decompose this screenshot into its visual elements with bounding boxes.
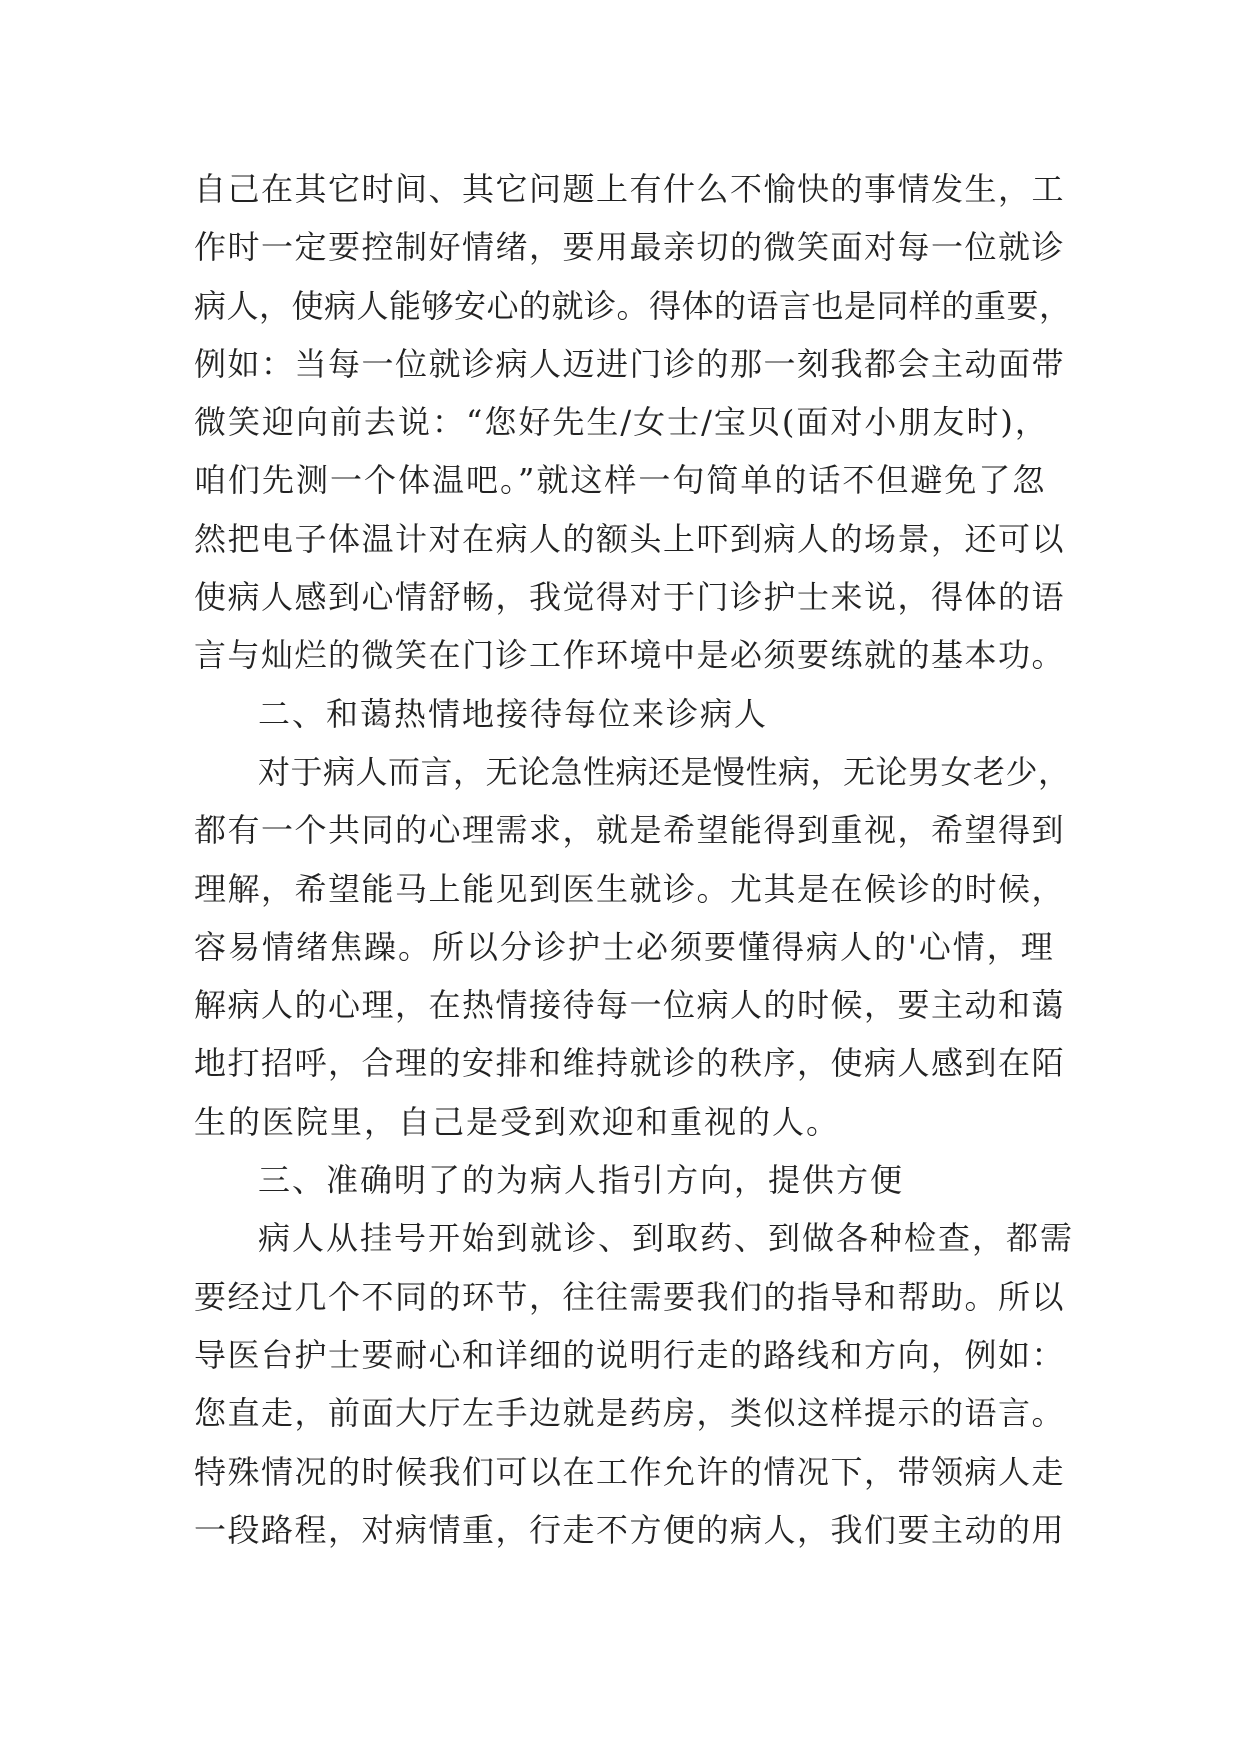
text-line: 病人，使病人能够安心的就诊。得体的语言也是同样的重要， — [194, 286, 1072, 325]
text-line: 微笑迎向前去说：“您好先生/女士/宝贝(面对小朋友时)， — [194, 403, 1049, 442]
text-line: 一段路程，对病情重，行走不方便的病人，我们要主动的用 — [194, 1510, 1066, 1549]
paragraph-start-line: 病人从挂号开始到就诊、到取药、到做各种检查，都需 — [258, 1219, 1075, 1258]
text-line: 咱们先测一个体温吧。”就这样一句简单的话不但避免了忽 — [194, 461, 1047, 500]
text-line: 都有一个共同的心理需求，就是希望能得到重视，希望得到 — [194, 811, 1066, 850]
text-line: 解病人的心理，在热情接待每一位病人的时候，要主动和蔼 — [194, 986, 1066, 1025]
text-line: 要经过几个不同的环节，往往需要我们的指导和帮助。所以 — [194, 1277, 1066, 1316]
text-line: 然把电子体温计对在病人的额头上吓到病人的场景，还可以 — [194, 519, 1066, 558]
text-line: 作时一定要控制好情绪，要用最亲切的微笑面对每一位就诊 — [194, 228, 1066, 267]
paragraph-start-line: 对于病人而言，无论急性病还是慢性病，无论男女老少， — [258, 752, 1071, 791]
text-line: 导医台护士要耐心和详细的说明行走的路线和方向，例如： — [194, 1335, 1066, 1374]
text-line: 例如：当每一位就诊病人迈进门诊的那一刻我都会主动面带 — [194, 344, 1066, 383]
text-line: 自己在其它时间、其它问题上有什么不愉快的事情发生，工 — [194, 170, 1066, 208]
paragraph-start-line: 二、和蔼热情地接待每位来诊病人 — [258, 694, 769, 733]
text-line: 理解，希望能马上能见到医生就诊。尤其是在候诊的时候， — [194, 869, 1066, 908]
text-line: 您直走，前面大厅左手边就是药房，类似这样提示的语言。 — [194, 1394, 1066, 1433]
text-line: 言与灿烂的微笑在门诊工作环境中是必须要练就的基本功。 — [194, 636, 1066, 675]
text-line: 使病人感到心情舒畅，我觉得对于门诊护士来说，得体的语 — [194, 578, 1066, 617]
text-line: 特殊情况的时候我们可以在工作允许的情况下，带领病人走 — [194, 1452, 1066, 1491]
paragraph-start-line: 三、准确明了的为病人指引方向，提供方便 — [258, 1161, 905, 1200]
body-text — [194, 160, 1074, 1559]
text-line: 地打招呼，合理的安排和维持就诊的秩序，使病人感到在陌 — [194, 1044, 1066, 1083]
text-line: 容易情绪焦躁。所以分诊护士必须要懂得病人的'心情，理 — [194, 927, 1055, 966]
text-line: 生的医院里，自己是受到欢迎和重视的人。 — [194, 1102, 841, 1141]
